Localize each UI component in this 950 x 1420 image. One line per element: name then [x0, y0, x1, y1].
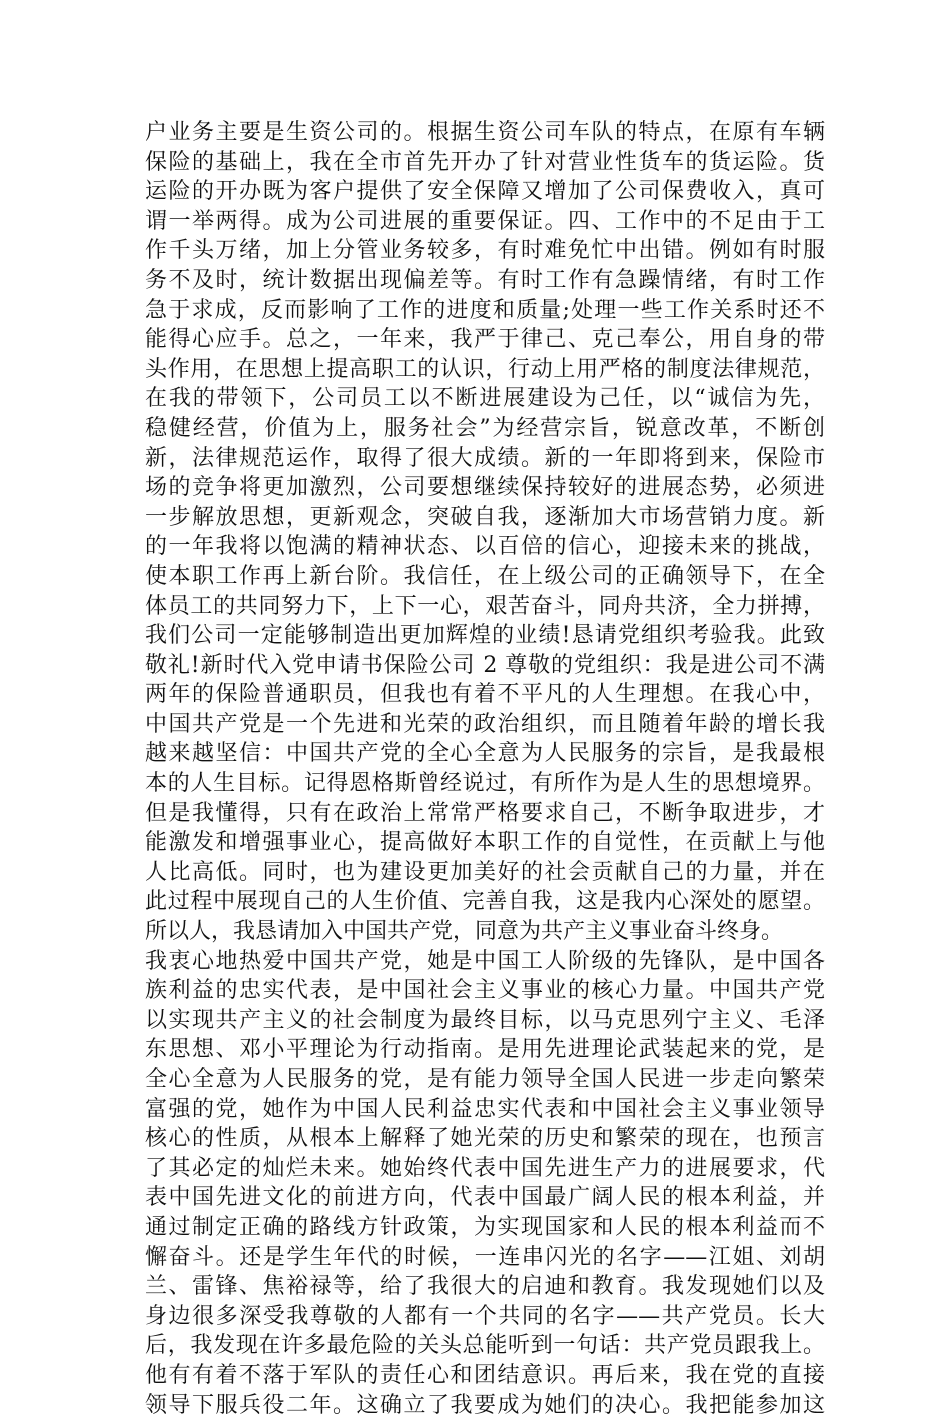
text-line: 他有有着不落于军队的责任心和团结意识。再后来，我在党的直接: [145, 1362, 825, 1388]
text-line: 户业务主要是生资公司的。根据生资公司车队的特点，在原有车辆: [145, 120, 825, 145]
text-line: 稳健经营，价值为上，服务社会”为经营宗旨，锐意改革，不断创: [145, 415, 825, 441]
text-line: 一步解放思想，更新观念，突破自我，逐渐加大市场营销力度。新: [145, 504, 825, 530]
text-line: 使本职工作再上新台阶。我信任，在上级公司的正确领导下，在全: [145, 563, 825, 589]
text-line: 以实现共产主义的社会制度为最终目标，以马克思列宁主义、毛泽: [145, 1007, 825, 1033]
text-line: 富强的党，她作为中国人民利益忠实代表和中国社会主义事业领导: [145, 1096, 825, 1122]
text-line: 东思想、邓小平理论为行动指南。是用先进理论武装起来的党，是: [145, 1037, 825, 1063]
text-line: 保险的基础上，我在全市首先开办了针对营业性货车的货运险。货: [145, 149, 825, 175]
text-line: 场的竞争将更加激烈，公司要想继续保持较好的进展态势，必须进: [145, 475, 825, 501]
text-line: 我们公司一定能够制造出更加辉煌的业绩!恳请党组织考验我。此致: [145, 623, 825, 649]
text-line: 新，法律规范运作，取得了很大成绩。新的一年即将到来，保险市: [145, 445, 825, 471]
text-line: 所以人，我恳请加入中国共产党，同意为共产主义事业奋斗终身。: [145, 919, 784, 945]
text-line: 通过制定正确的路线方针政策，为实现国家和人民的根本利益而不: [145, 1214, 825, 1240]
text-line: 人比高低。同时，也为建设更加美好的社会贡献自己的力量，并在: [145, 859, 825, 885]
text-line: 全心全意为人民服务的党，是有能力领导全国人民进一步走向繁荣: [145, 1067, 825, 1092]
text-line: 运险的开办既为客户提供了安全保障又增加了公司保费收入，真可: [145, 179, 825, 205]
text-line: 表中国先进文化的前进方向，代表中国最广阔人民的根本利益，并: [145, 1185, 825, 1211]
text-line: 此过程中展现自己的人生价值、完善自我，这是我内心深处的愿望。: [145, 889, 825, 915]
text-line: 务不及时，统计数据出现偏差等。有时工作有急躁情绪，有时工作: [145, 267, 825, 293]
text-line: 但是我懂得，只有在政治上常常严格要求自己，不断争取进步，才: [145, 800, 825, 826]
text-line: 我衷心地热爱中国共产党，她是中国工人阶级的先锋队，是中国各: [145, 948, 825, 974]
text-line: 敬礼!新时代入党申请书保险公司 2 尊敬的党组织：我是进公司不满: [145, 652, 825, 678]
text-line: 的一年我将以饱满的精神状态、以百倍的信心，迎接未来的挑战，: [145, 534, 825, 560]
text-line: 两年的保险普通职员，但我也有着不平凡的人生理想。在我心中，: [145, 682, 825, 708]
text-line: 急于求成，反而影响了工作的进度和质量;处理一些工作关系时还不: [145, 297, 825, 323]
text-line: 头作用，在思想上提高职工的认识，行动上用严格的制度法律规范，: [145, 356, 825, 382]
text-line: 本的人生目标。记得恩格斯曾经说过，有所作为是人生的思想境界。: [145, 771, 825, 797]
text-line: 兰、雷锋、焦裕禄等，给了我很大的启迪和教育。我发现她们以及: [145, 1274, 825, 1300]
text-line: 谓一举两得。成为公司进展的重要保证。四、工作中的不足由于工: [145, 208, 825, 234]
text-line: 能得心应手。总之，一年来，我严于律己、克己奉公，用自身的带: [145, 327, 825, 353]
text-line: 身边很多深受我尊敬的人都有一个共同的名字——共产党员。长大: [145, 1303, 825, 1329]
text-line: 在我的带领下，公司员工以不断进展建设为己任，以“诚信为先，: [145, 386, 825, 412]
text-line: 领导下服兵役二年。这确立了我要成为她们的决心。我把能参加这: [145, 1392, 825, 1418]
text-line: 能激发和增强事业心，提高做好本职工作的自觉性，在贡献上与他: [145, 830, 825, 856]
text-line: 体员工的共同努力下，上下一心，艰苦奋斗，同舟共济，全力拼搏，: [145, 593, 825, 619]
text-line: 中国共产党是一个先进和光荣的政治组织，而且随着年龄的增长我: [145, 711, 825, 737]
body-text: [145, 118, 825, 1420]
text-line: 核心的性质，从根本上解释了她光荣的历史和繁荣的现在，也预言: [145, 1126, 825, 1152]
text-line: 越来越坚信：中国共产党的全心全意为人民服务的宗旨，是我最根: [145, 741, 825, 767]
text-line: 了其必定的灿烂未来。她始终代表中国先进生产力的进展要求，代: [145, 1155, 825, 1181]
text-line: 作千头万绪，加上分管业务较多，有时难免忙中出错。例如有时服: [145, 238, 825, 264]
text-line: 后，我发现在许多最危险的关头总能听到一句话：共产党员跟我上。: [145, 1333, 825, 1359]
text-line: 族利益的忠实代表，是中国社会主义事业的核心力量。中国共产党: [145, 978, 825, 1004]
text-line: 懈奋斗。还是学生年代的时候，一连串闪光的名字——江姐、刘胡: [145, 1244, 825, 1270]
